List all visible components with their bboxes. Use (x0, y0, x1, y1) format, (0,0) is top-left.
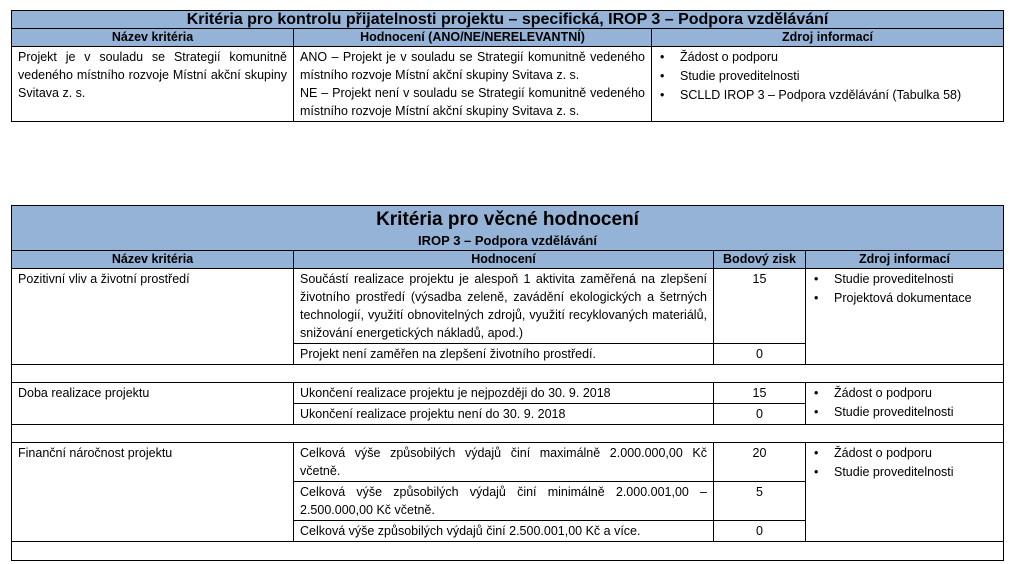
evaluation-option: Ukončení realizace projektu je nejpozději do 30. 9. 2018 (294, 383, 714, 404)
source-list (658, 48, 997, 105)
source-item: • Žádost o podporu (834, 384, 997, 403)
criterion-name: Doba realizace projektu (12, 383, 294, 425)
evaluation-option: Projekt není zaměřen na zlepšení životního prostředí. (294, 344, 714, 365)
points-value: 0 (714, 344, 806, 365)
points-value: 0 (714, 404, 806, 425)
column-header-criterion: Název kritéria (12, 29, 294, 47)
source-list (812, 270, 997, 308)
source-cell (806, 383, 1004, 425)
table-subtitle: IROP 3 – Podpora vzdělávání (418, 233, 597, 248)
criterion-name: Pozitivní vliv a životní prostředí (12, 269, 294, 365)
source-list (812, 384, 997, 422)
points-value: 15 (714, 269, 806, 344)
source-item: • Studie proveditelnosti (834, 463, 997, 482)
column-header-source: Zdroj informací (806, 251, 1004, 269)
source-cell (806, 443, 1004, 542)
evaluation-cell (294, 47, 652, 122)
evaluation-option: Ukončení realizace projektu není do 30. 9. 2018 (294, 404, 714, 425)
acceptability-criteria-table (11, 10, 1004, 122)
criterion-name: Finanční náročnost projektu (12, 443, 294, 542)
spacer-row (12, 542, 1004, 561)
substantive-evaluation-table (11, 205, 1004, 561)
column-header-source: Zdroj informací (652, 29, 1004, 47)
source-cell (806, 269, 1004, 365)
spacer-row (12, 365, 1004, 383)
evaluation-yes: ANO – Projekt je v souladu se Strategií komunitně vedeného místního rozvoje Místní akční skupiny Svitava z. s. (300, 50, 645, 82)
table-row (12, 443, 1004, 482)
evaluation-option: Celková výše způsobilých výdajů činí 2.500.001,00 Kč a více. (294, 521, 714, 542)
criterion-name: Projekt je v souladu se Strategií komunitně vedeného místního rozvoje Místní akční skupiny Svitava z. s. (12, 47, 294, 122)
source-item: • Studie proveditelnosti (834, 270, 997, 289)
source-item: • Žádost o podporu (680, 48, 997, 67)
spacer-row (12, 425, 1004, 443)
table-row (12, 383, 1004, 404)
source-item: • SCLLD IROP 3 – Podpora vzdělávání (Tabulka 58) (680, 86, 997, 105)
table-title: Kritéria pro věcné hodnocení (376, 209, 639, 230)
column-header-evaluation: Hodnocení (ANO/NE/NERELEVANTNÍ) (294, 29, 652, 47)
source-list (812, 444, 997, 482)
source-item: • Žádost o podporu (834, 444, 997, 463)
source-item: • Studie proveditelnosti (680, 67, 997, 86)
evaluation-option: Celková výše způsobilých výdajů činí minimálně 2.000.001,00 – 2.500.000,00 Kč včetně. (294, 482, 714, 521)
evaluation-option: Součástí realizace projektu je alespoň 1 aktivita zaměřená na zlepšení životního prostředí (výsadba zeleně, zavádění ekologických a šetrných technologií, využití obnovitelných zdrojů, využití recyklovaných materiálů, snižování energetických nákladů, apod.) (294, 269, 714, 344)
column-header-evaluation: Hodnocení (294, 251, 714, 269)
points-value: 0 (714, 521, 806, 542)
table-row (12, 47, 1004, 122)
column-header-criterion: Název kritéria (12, 251, 294, 269)
table-title-cell (12, 206, 1004, 251)
source-cell (652, 47, 1004, 122)
source-item: • Studie proveditelnosti (834, 403, 997, 422)
table-title: Kritéria pro kontrolu přijatelnosti projektu – specifická, IROP 3 – Podpora vzdělávání (12, 11, 1004, 29)
points-value: 5 (714, 482, 806, 521)
evaluation-no: NE – Projekt není v souladu se Strategií komunitně vedeného místního rozvoje Místní akční skupiny Svitava z. s. (300, 86, 645, 118)
points-value: 15 (714, 383, 806, 404)
source-item: • Projektová dokumentace (834, 289, 997, 308)
points-value: 20 (714, 443, 806, 482)
table-row (12, 269, 1004, 344)
evaluation-option: Celková výše způsobilých výdajů činí maximálně 2.000.000,00 Kč včetně. (294, 443, 714, 482)
column-header-points: Bodový zisk (714, 251, 806, 269)
